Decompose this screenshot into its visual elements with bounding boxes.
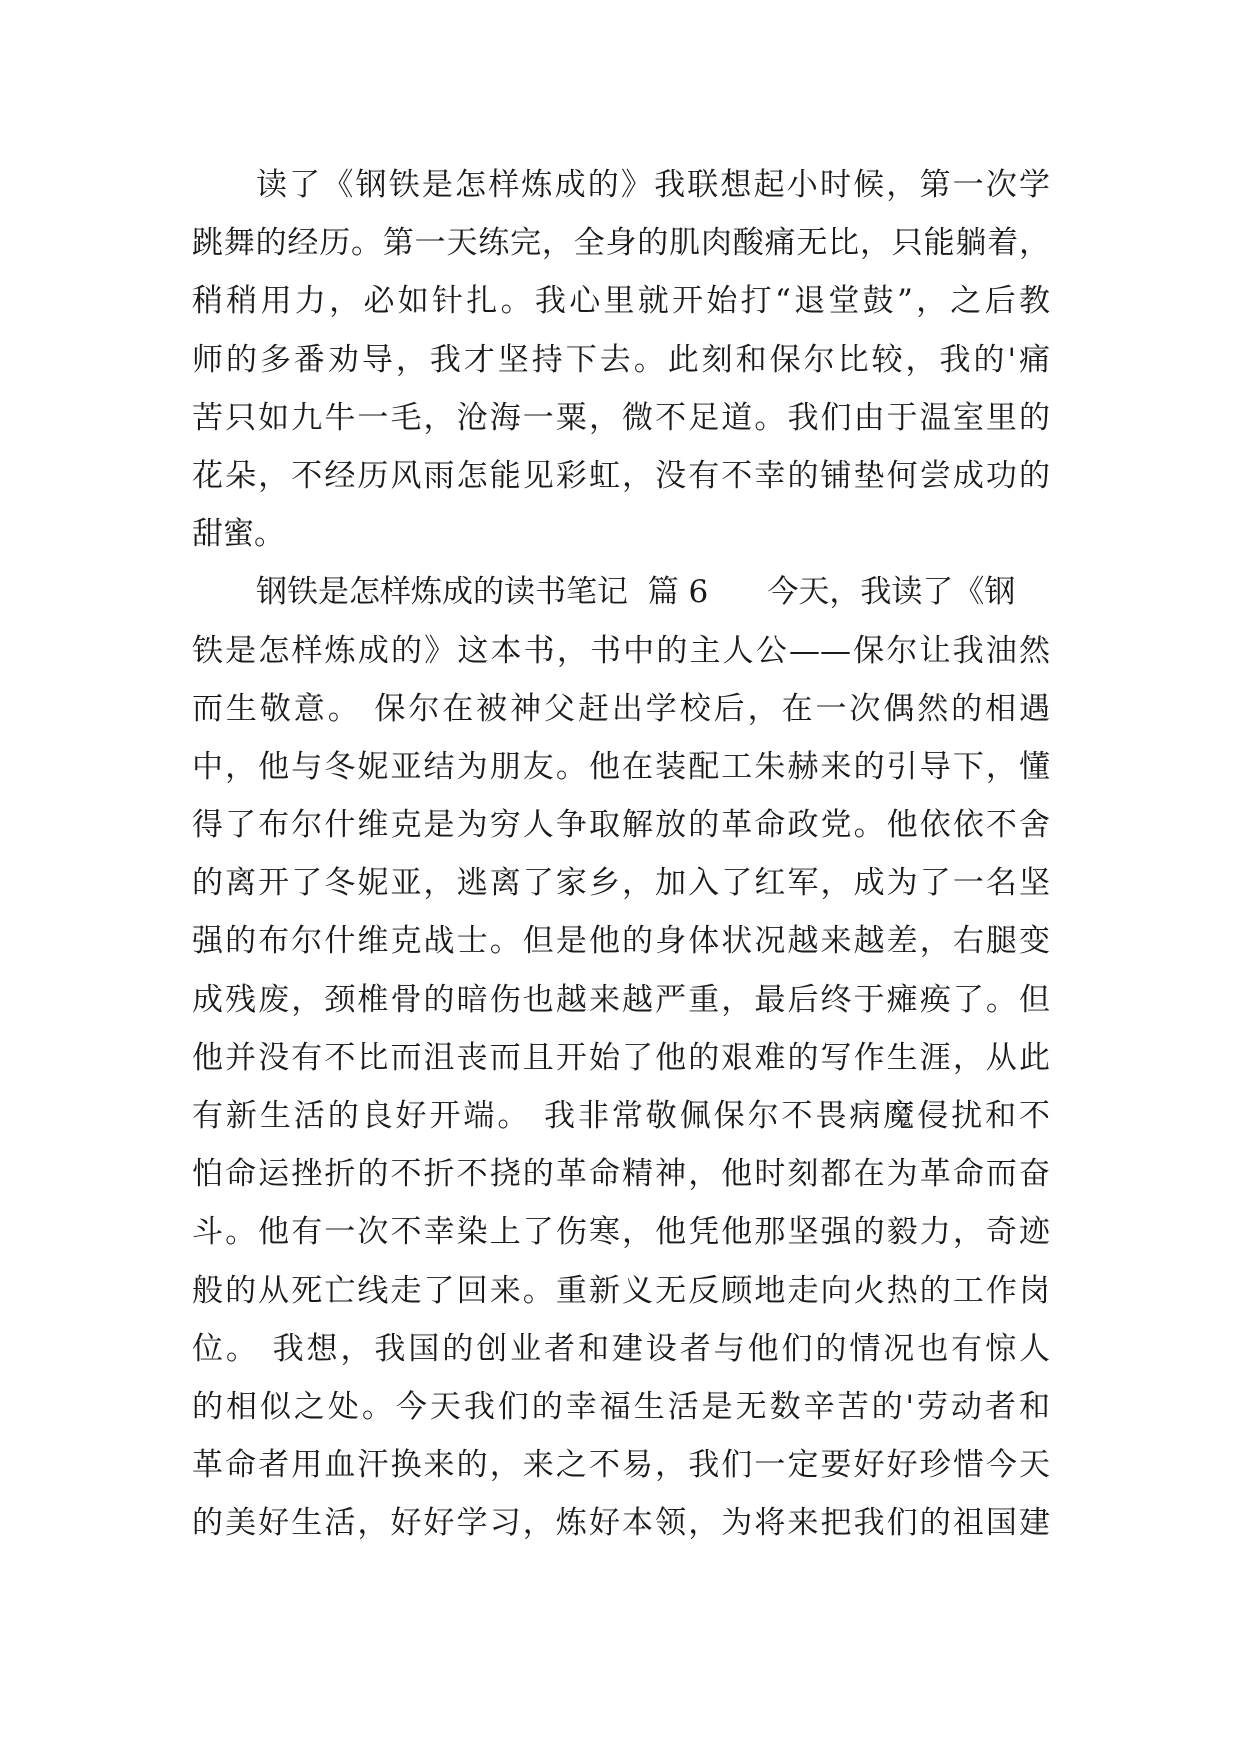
paragraph-2-line-15: 的相似之处。今天我们的幸福生活是无数辛苦的'劳动者和	[192, 1388, 1050, 1425]
document-body	[192, 156, 1050, 1553]
paragraph-2-line-16: 革命者用血汗换来的，来之不易，我们一定要好好珍惜今天	[192, 1447, 1050, 1484]
paragraph-1-line-2: 跳舞的经历。第一天练完，全身的肌肉酸痛无比，只能躺着，	[192, 225, 1050, 262]
paragraph-1-line-6: 花朵，不经历风雨怎能见彩虹，没有不幸的铺垫何尝成功的	[192, 457, 1050, 494]
paragraph-2-line-5: 得了布尔什维克是为穷人争取解放的革命政党。他依依不舍	[192, 807, 1050, 844]
paragraph-1-line-3: 稍稍用力，必如针扎。我心里就开始打“退堂鼓”，之后教	[192, 283, 1050, 320]
paragraph-1-line-5: 苦只如九牛一毛，沧海一粟，微不足道。我们由于温室里的	[192, 399, 1050, 436]
paragraph-2-line-1: 钢铁是怎样炼成的读书笔记 篇 6 今天，我读了《钢	[256, 574, 1016, 611]
paragraph-2-line-2: 铁是怎样炼成的》这本书，书中的主人公——保尔让我油然	[192, 632, 1050, 669]
paragraph-2-line-7: 强的布尔什维克战士。但是他的身体状况越来越差，右腿变	[192, 923, 1050, 960]
paragraph-2-line-4: 中，他与冬妮亚结为朋友。他在装配工朱赫来的引导下，懂	[192, 748, 1050, 785]
paragraph-2-line-14: 位。 我想，我国的创业者和建设者与他们的情况也有惊人	[192, 1330, 1050, 1367]
paragraph-2-line-11: 怕命运挫折的不折不挠的革命精神，他时刻都在为革命而奋	[192, 1156, 1050, 1193]
paragraph-2-line-9: 他并没有不比而沮丧而且开始了他的艰难的写作生涯，从此	[192, 1039, 1050, 1076]
paragraph-2-line-10: 有新生活的良好开端。 我非常敬佩保尔不畏病魔侵扰和不	[192, 1098, 1050, 1134]
paragraph-1-line-1: 读了《钢铁是怎样炼成的》我联想起小时候，第一次学	[256, 167, 1050, 203]
paragraph-2-line-13: 般的从死亡线走了回来。重新义无反顾地走向火热的工作岗	[192, 1272, 1050, 1309]
paragraph-2-line-8: 成残废，颈椎骨的暗伤也越来越严重，最后终于瘫痪了。但	[192, 981, 1050, 1018]
paragraph-2-line-6: 的离开了冬妮亚，逃离了家乡，加入了红军，成为了一名坚	[192, 865, 1050, 902]
paragraph-2-line-3: 而生敬意。 保尔在被神父赶出学校后，在一次偶然的相遇	[192, 690, 1050, 727]
paragraph-1-line-7: 甜蜜。	[192, 516, 285, 553]
paragraph-1-line-4: 师的多番劝导，我才坚持下去。此刻和保尔比较，我的'痛	[192, 341, 1050, 378]
paragraph-2-line-12: 斗。他有一次不幸染上了伤寒，他凭他那坚强的毅力，奇迹	[192, 1214, 1050, 1251]
paragraph-2-line-17: 的美好生活，好好学习，炼好本领，为将来把我们的祖国建	[192, 1505, 1050, 1542]
